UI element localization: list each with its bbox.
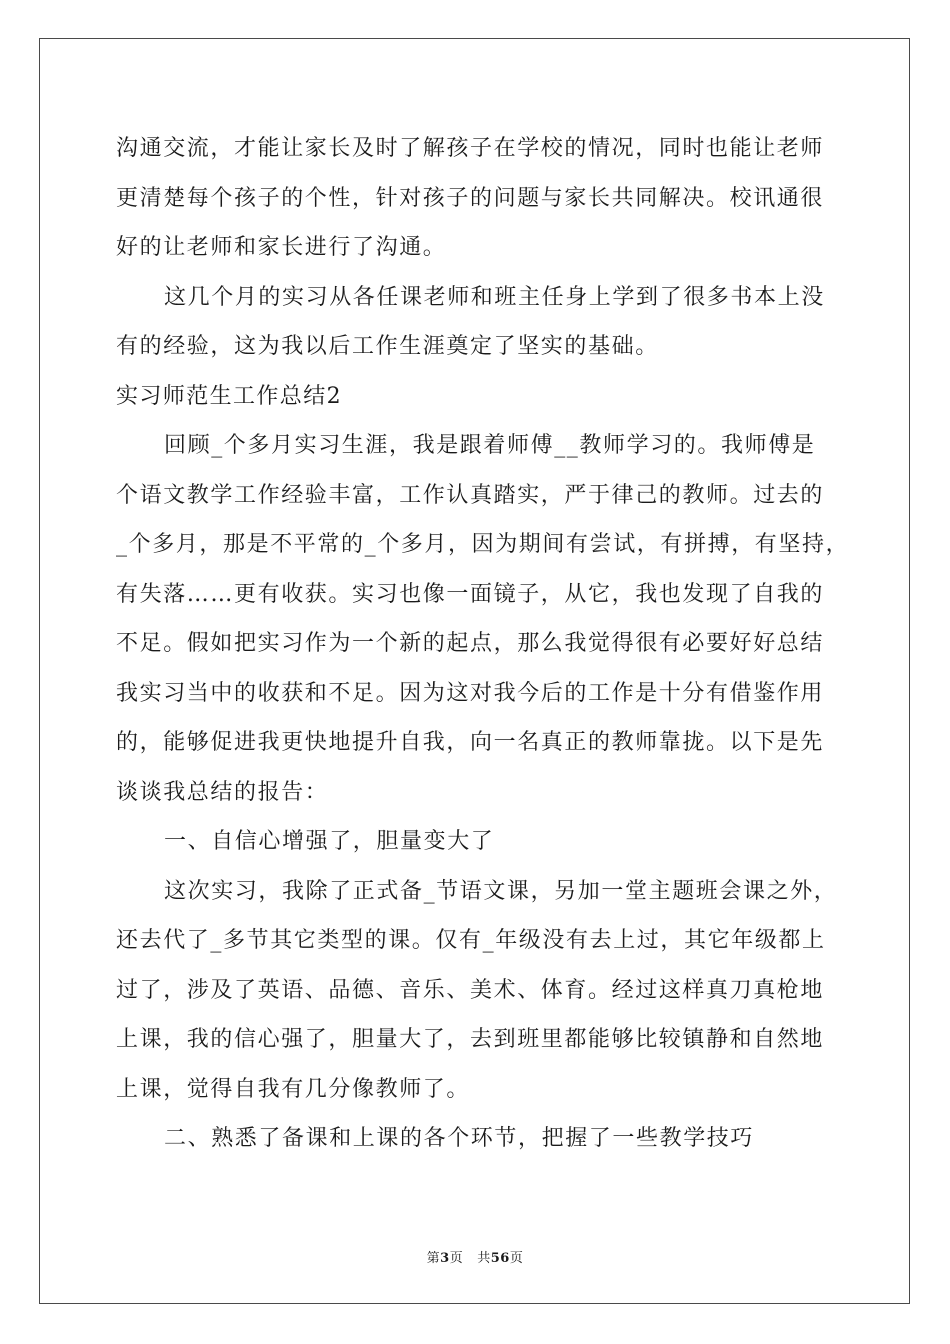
paragraph-line: 个语文教学工作经验丰富，工作认真踏实，严于律己的教师。过去的 xyxy=(116,482,825,508)
page-footer xyxy=(0,1247,950,1266)
total-pages: 56 xyxy=(490,1251,510,1266)
section-heading: 实习师范生工作总结2 xyxy=(116,383,342,409)
paragraph-line: 好的让老师和家长进行了沟通。 xyxy=(116,235,447,260)
document-body xyxy=(116,124,850,1164)
paragraph-line: 这几个月的实习从各任课老师和班主任身上学到了很多书本上没 xyxy=(164,284,825,310)
paragraph-line: 过了，涉及了英语、品德、音乐、美术、体育。经过这样真刀真枪地 xyxy=(116,977,825,1003)
paragraph-line: 沟通交流，才能让家长及时了解孩子在学校的情况，同时也能让老师 xyxy=(116,136,825,161)
page-number: 3 xyxy=(440,1251,450,1266)
paragraph-line: 这次实习，我除了正式备_节语文课，另加一堂主题班会课之外， xyxy=(164,878,838,904)
total-suffix: 页 xyxy=(509,1251,524,1266)
paragraph-line: 有的经验，这为我以后工作生涯奠定了坚实的基础。 xyxy=(116,334,659,359)
paragraph-line: 还去代了_多节其它类型的课。仅有_年级没有去上过，其它年级都上 xyxy=(116,928,826,953)
paragraph-line: 谈谈我总结的报告： xyxy=(116,779,329,805)
total-prefix: 共 xyxy=(477,1251,491,1266)
page-suffix: 页 xyxy=(449,1251,464,1266)
paragraph-line: 上课，觉得自我有几分像教师了。 xyxy=(116,1076,471,1102)
paragraph-line: 上课，我的信心强了，胆量大了，去到班里都能够比较镇静和自然地 xyxy=(116,1027,825,1052)
paragraph-line: _个多月，那是不平常的_个多月，因为期间有尝试，有拼搏，有坚持， xyxy=(116,532,850,557)
paragraph-line: 不足。假如把实习作为一个新的起点，那么我觉得很有必要好好总结 xyxy=(116,631,825,656)
paragraph-line: 更清楚每个孩子的个性，针对孩子的问题与家长共同解决。校讯通很 xyxy=(116,185,825,211)
paragraph-line: 有失落……更有收获。实习也像一面镜子，从它，我也发现了自我的 xyxy=(116,581,825,607)
page-prefix: 第 xyxy=(426,1251,441,1266)
subsection-heading: 一、自信心增强了，胆量变大了 xyxy=(164,829,495,854)
paragraph-line: 我实习当中的收获和不足。因为这对我今后的工作是十分有借鉴作用 xyxy=(116,680,825,706)
subsection-heading: 二、熟悉了备课和上课的各个环节，把握了一些教学技巧 xyxy=(164,1126,755,1151)
paragraph-line: 回顾_个多月实习生涯，我是跟着师傅__教师学习的。我师傅是 xyxy=(164,433,816,458)
paragraph-line: 的，能够促进我更快地提升自我，向一名真正的教师靠拢。以下是先 xyxy=(116,730,825,755)
